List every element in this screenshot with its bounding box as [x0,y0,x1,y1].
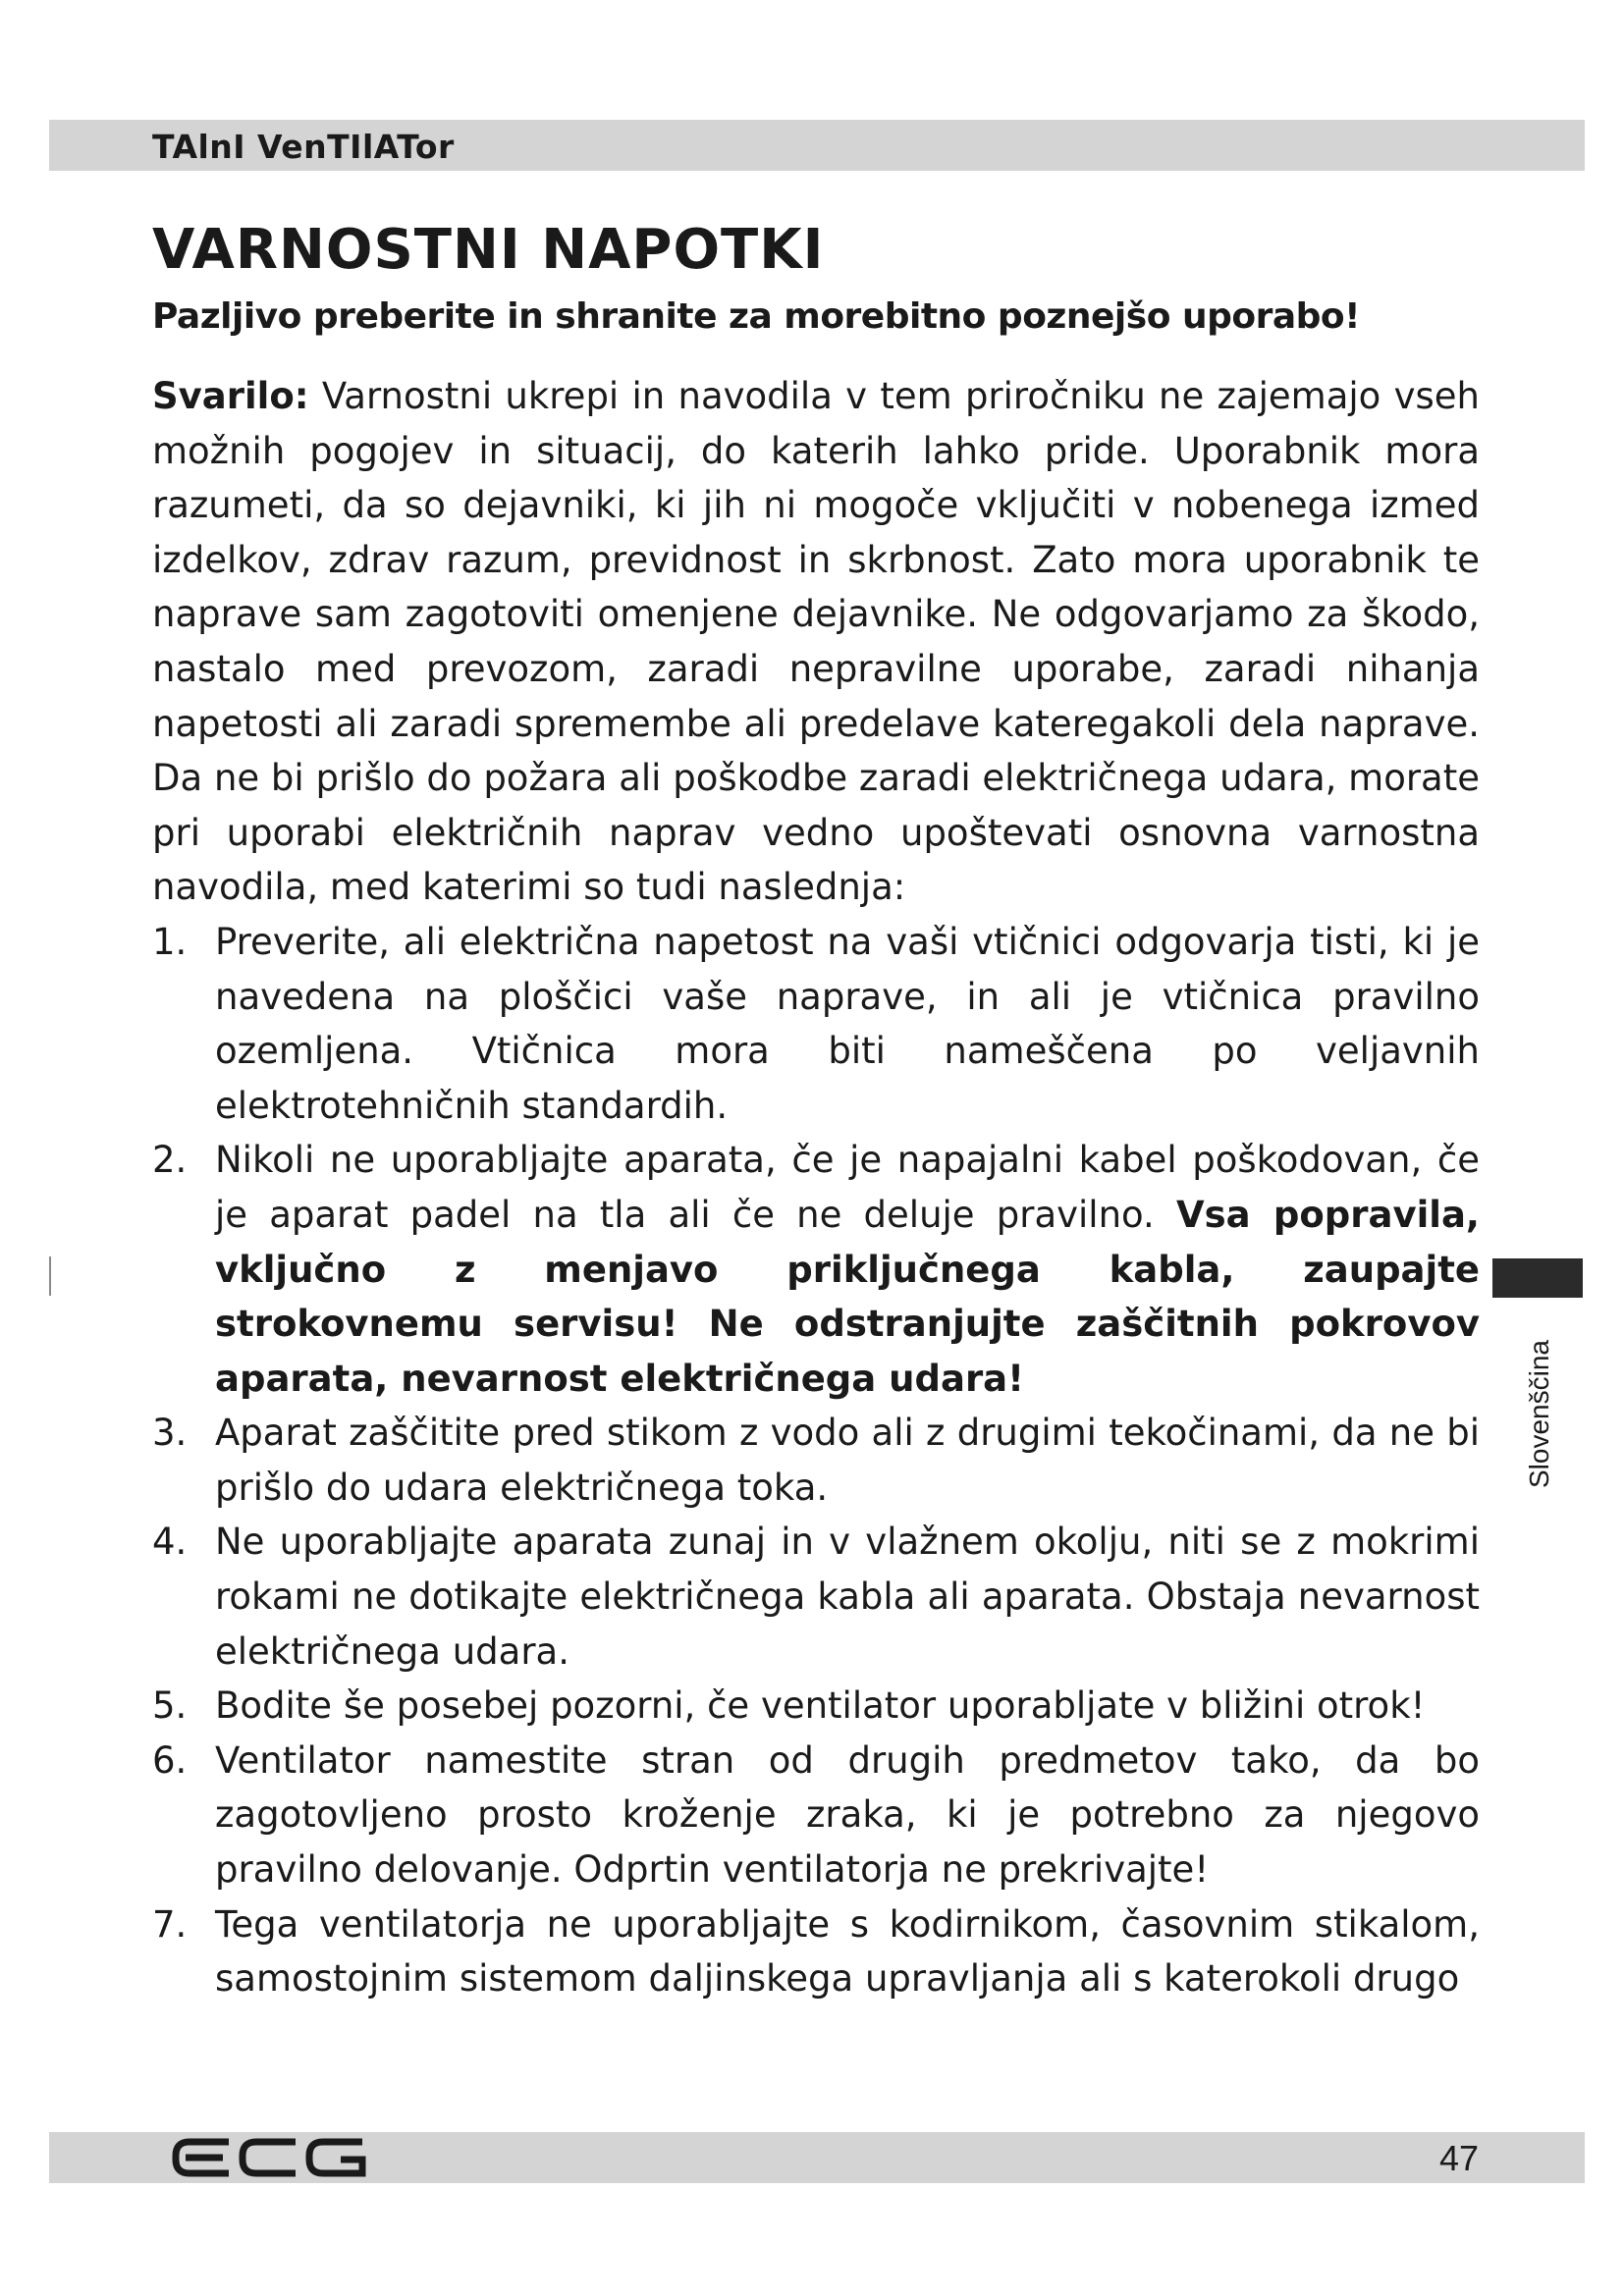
list-item [152,1734,1480,1897]
list-item [152,915,1480,1133]
item-number: 1. [152,920,188,963]
language-tab-marker [1492,1258,1583,1298]
language-tab-label: Slovenščina [1524,1340,1554,1488]
section-title: TAlnI VenTIlATor [152,128,455,166]
page-title: VARNOSTNI NAPOTKI [152,218,825,282]
intro-text: Varnostni ukrepi in navodila v tem priročniku ne zajemajo vseh možnih pogojev in situacij, do katerih lahko pride. Uporabnik mora razumeti, da so dejavniki, ki jih ni mogoče vključiti v nobenega izmed izdelkov, zdrav razum, previdnost in skrbnost. Zato mora uporabnik te naprave sam zagotoviti omenjene dejavnike. Ne odgovarjamo za škodo, nastalo med prevozom, zaradi nepravilne uporabe, zaradi nihanja napetosti ali zaradi spremembe ali predelave kateregakoli dela naprave. Da ne bi prišlo do požara ali poškodbe zaradi električnega udara, morate pri uporabi električnih naprav vedno upoštevati osnovna varnostna navodila, med katerimi so tudi naslednja: [152,375,1480,909]
safety-list [152,915,1480,2006]
ecg-logo [172,2138,378,2177]
footer-bar [49,2132,1585,2183]
header-bar [49,120,1585,171]
item-bold-text: Vsa popravila, vključno z menjavo priključnega kabla, zaupajte strokovnemu servisu! Ne odstranjujte zaščitnih pokrovov aparata, nevarnost električnega udara! [215,1193,1480,1400]
margin-tick [49,1256,51,1296]
item-text: Tega ventilatorja ne uporabljajte s kodirnikom, časovnim stikalom, samostojnim sistemom daljinskega upravljanja ali s katerokoli drugo [215,1902,1480,2001]
item-text: Aparat zaščitite pred stikom z vodo ali z drugimi tekočinami, da ne bi prišlo do udara električnega toka. [215,1412,1480,1509]
list-item [152,1133,1480,1406]
item-text: Preverite, ali električna napetost na vaši vtičnici odgovarja tisti, ki je navedena na ploščici vaše naprave, in ali je vtičnica pravilno ozemljena. Vtičnica mora biti nameščena po veljavnih elektrotehničnih standardih. [215,920,1480,1127]
intro-paragraph [152,369,1480,915]
item-text: Ventilator namestite stran od drugih predmetov tako, da bo zagotovljeno prosto kroženje zraka, ki je potrebno za njegovo pravilno delovanje. Odprtin ventilatorja ne prekrivajte! [215,1738,1480,1892]
item-number: 7. [152,1902,188,1946]
page-number: 47 [1438,2138,1479,2178]
item-text: Ne uporabljajte aparata zunaj in v vlažnem okolju, niti se z mokrimi rokami ne dotikajte električnega kabla ali aparata. Obstaja nevarnost električnega udara. [215,1521,1480,1673]
safety-content [152,369,1480,2006]
list-item [152,1679,1480,1734]
item-number: 5. [152,1684,188,1728]
item-number: 4. [152,1521,188,1564]
item-number: 2. [152,1139,188,1182]
subtitle: Pazljivo preberite in shranite za morebitno poznejšo uporabo! [152,296,1361,337]
item-number: 3. [152,1412,188,1455]
item-text: Bodite še posebej pozorni, če ventilator uporabljate v bližini otrok! [215,1684,1426,1728]
item-number: 6. [152,1738,188,1782]
warning-label: Svarilo: [152,375,309,417]
list-item [152,1897,1480,2006]
list-item [152,1406,1480,1515]
list-item [152,1515,1480,1679]
item-text: Nikoli ne uporabljajte aparata, če je napajalni kabel poškodovan, če je aparat padel na tla ali če ne deluje pravilno. [215,1139,1480,1236]
